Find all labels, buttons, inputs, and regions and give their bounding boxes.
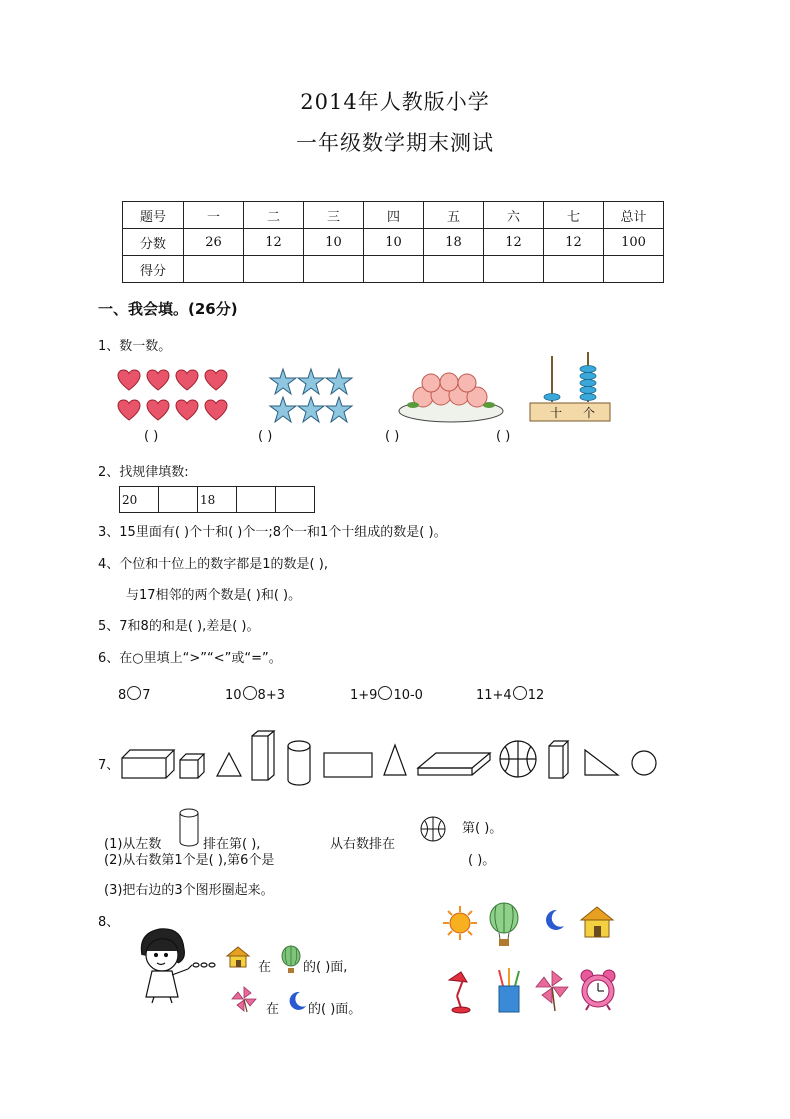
q8-line1-part-b: 的( )面, [303,960,348,975]
girl-pointing-icon [132,925,224,1005]
got-cell[interactable] [244,256,304,283]
cylinder-icon [288,741,310,785]
got-cell[interactable] [604,256,664,283]
pinwheel-icon [231,986,257,1012]
hot-air-balloon-icon [280,946,302,974]
question-6-text: 6、在○里填上“>”“<”或“=”。 [98,651,282,666]
rectangle-icon [324,753,372,777]
compare-left: 1+9 [350,688,378,703]
compare-left: 11+4 [476,688,512,703]
compare-circle[interactable] [243,686,257,700]
score-cell: 18 [424,229,484,256]
score-cell: 12 [484,229,544,256]
question-4-line1: 4、个位和十位上的数字都是1的数是( ), [98,557,328,572]
score-cell: 10 [364,229,424,256]
score-table-col: 六 [484,202,544,229]
q7-sub1-part-d: 第( )。 [462,821,503,836]
alarm-clock-icon [579,968,617,1012]
compare-item [225,686,285,703]
compare-item [350,686,423,703]
pattern-cell[interactable] [159,487,198,513]
q8-line2-part-a: 在 [266,1002,280,1017]
score-table-score-row [123,229,664,256]
right-triangle-icon [585,750,618,775]
pattern-cell: 20 [120,487,159,513]
compare-left: 8 [118,688,127,703]
answer-blank[interactable]: ( ) [144,429,159,444]
got-cell[interactable] [544,256,604,283]
section-heading: 一、我会填。(26分) [98,300,238,318]
pattern-cell[interactable] [237,487,276,513]
moon-icon [288,990,308,1010]
score-cell: 26 [184,229,244,256]
tall-cuboid-icon [252,731,274,780]
question-4-line2: 与17相邻的两个数是( )和( )。 [126,588,302,603]
compare-right: 7 [142,688,151,703]
shapes-row [118,728,663,790]
q7-sub1-part-c: 从右数排在 [330,837,396,852]
hot-air-balloon-icon [488,903,520,947]
page-subtitle: 一年级数学期末测试 [296,131,494,155]
pencil-holder-icon [496,968,522,1014]
score-table-got-row [123,256,664,283]
compare-right: 8+3 [257,688,285,703]
score-table-header-label: 题号 [123,202,184,229]
score-cell: 12 [244,229,304,256]
q7-sub3: (3)把右边的3个图形圈起来。 [104,883,274,898]
question-7-label: 7、 [98,758,120,773]
question-8-label: 8、 [98,915,120,930]
compare-right: 10-0 [393,688,423,703]
q7-sub1-part-a: (1)从左数 [104,837,162,852]
got-cell[interactable] [184,256,244,283]
compare-item [476,686,544,703]
score-table-got-label: 得分 [123,256,184,283]
compare-item [118,686,151,703]
q8-line2-part-b: 的( )面。 [308,1002,362,1017]
abacus-ones-label: 个 [583,406,596,420]
score-table-score-label: 分数 [123,229,184,256]
cube-icon [180,754,204,778]
moon-icon [544,908,566,930]
score-cell: 100 [604,229,664,256]
compare-right: 12 [527,688,545,703]
hearts-icon [118,368,233,426]
score-table-col: 五 [424,202,484,229]
pinwheel-icon [535,970,569,1012]
answer-blank[interactable]: ( ) [385,429,400,444]
question-3-text: 3、15里面有( )个十和( )个一;8个一和1个十组成的数是( )。 [98,525,447,540]
score-table-col: 二 [244,202,304,229]
triangle-icon [217,753,241,776]
compare-left: 10 [225,688,242,703]
pattern-table [119,486,315,513]
answer-blank[interactable]: ( ) [258,429,273,444]
page-title: 2014年人教版小学 [300,90,490,114]
cuboid-icon [122,750,174,778]
abacus-tens-label: 十 [550,406,563,420]
got-cell[interactable] [424,256,484,283]
peaches-plate-icon [397,373,505,425]
tall-cuboid-icon-2 [549,741,568,778]
cylinder-icon [178,808,200,848]
stars-icon [270,368,354,426]
tall-triangle-icon [384,745,406,775]
question-1-text: 1、数一数。 [98,339,172,354]
circle-icon [632,751,656,775]
score-table [122,201,664,283]
compare-circle[interactable] [378,686,392,700]
score-table-col: 四 [364,202,424,229]
q7-sub1-part-b: 排在第( ), [203,837,261,852]
sun-icon [442,905,478,941]
compare-circle[interactable] [513,686,527,700]
answer-blank[interactable]: ( ) [496,429,511,444]
score-cell: 12 [544,229,604,256]
q7-sub2-part-b: ( )。 [468,853,496,868]
got-cell[interactable] [304,256,364,283]
compare-circle[interactable] [127,686,141,700]
question-2-text: 2、找规律填数: [98,465,189,480]
pattern-cell[interactable] [276,487,315,513]
flat-cuboid-icon [418,753,490,775]
score-table-col: 三 [304,202,364,229]
score-table-col: 总计 [604,202,664,229]
got-cell[interactable] [364,256,424,283]
score-table-header-row [123,202,664,229]
basketball-icon [420,816,448,844]
score-table-col: 七 [544,202,604,229]
house-icon [226,946,250,968]
house-icon [580,906,614,938]
desk-lamp-icon [445,970,475,1014]
basketball-icon [500,741,536,777]
score-table-col: 一 [184,202,244,229]
q8-line1-part-a: 在 [258,960,272,975]
q7-sub2-part-a: (2)从右数第1个是( ),第6个是 [104,853,275,868]
score-cell: 10 [304,229,364,256]
pattern-cell: 18 [198,487,237,513]
got-cell[interactable] [484,256,544,283]
question-5-text: 5、7和8的和是( ),差是( )。 [98,619,260,634]
abacus-icon [528,352,614,424]
